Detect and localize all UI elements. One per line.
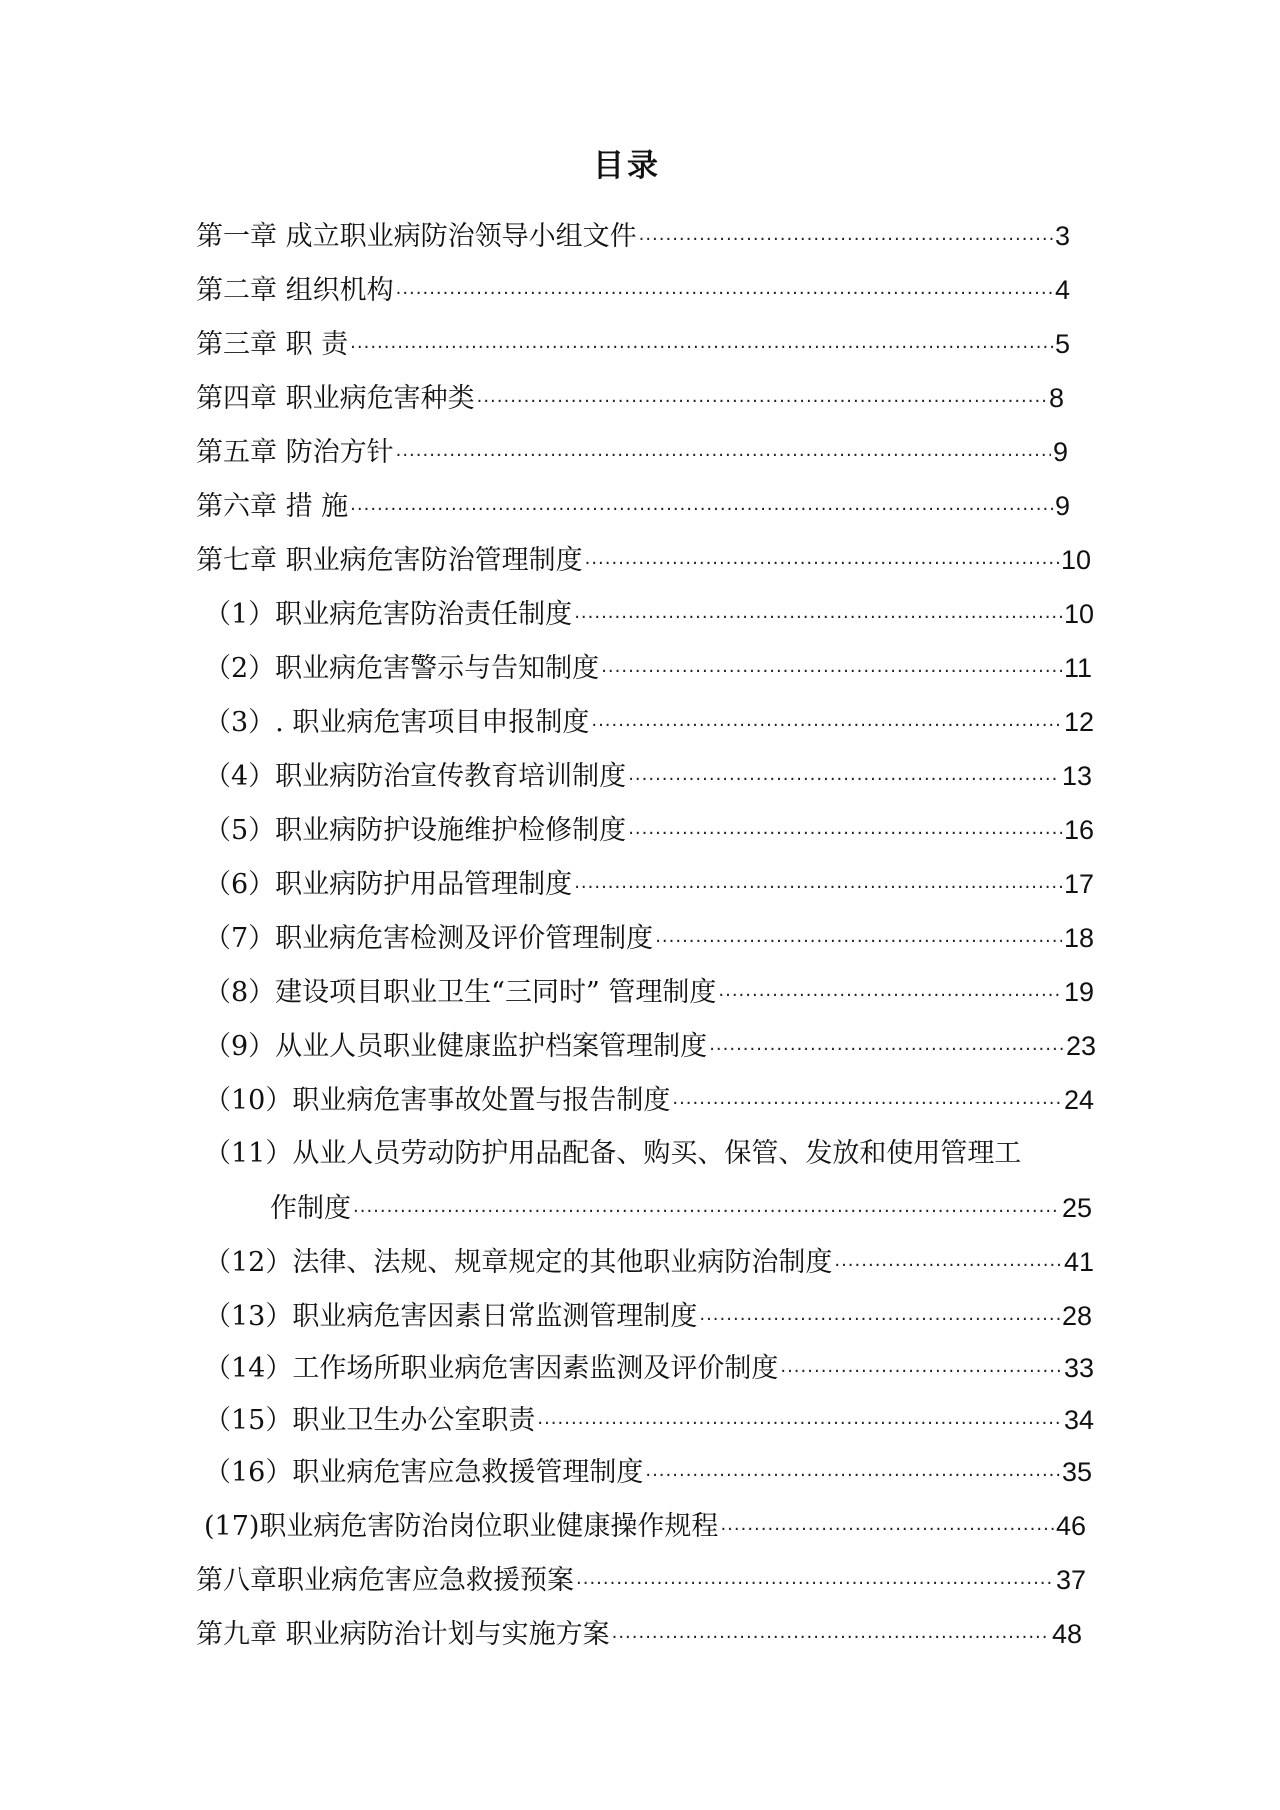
toc-entry bbox=[204, 1082, 1094, 1122]
toc-entry-label: 第四章 职业病危害种类 bbox=[196, 383, 475, 414]
toc-entry-label: （10）职业病危害事故处置与报告制度 bbox=[204, 1085, 671, 1116]
toc-entry-label: （14）工作场所职业病危害因素监测及评价制度 bbox=[204, 1353, 779, 1384]
dot-leader bbox=[396, 276, 1053, 312]
dot-leader bbox=[718, 978, 1062, 1014]
toc-entry-label: （4）职业病防治宣传教育培训制度 bbox=[204, 761, 627, 792]
toc-entry-label: 第八章职业病危害应急救援预案 bbox=[196, 1565, 574, 1596]
dot-leader bbox=[639, 222, 1053, 258]
toc-entry bbox=[204, 1508, 1086, 1548]
toc-entry bbox=[204, 1298, 1092, 1338]
dot-leader bbox=[350, 492, 1053, 528]
dot-leader bbox=[699, 1302, 1060, 1338]
toc-entry-page: 34 bbox=[1063, 1405, 1094, 1435]
toc-entry-wrapped-line: （11）从业人员劳动防护用品配备、购买、保管、发放和使用管理工 bbox=[204, 1138, 1022, 1169]
toc-entry-label: （15）职业卫生办公室职责 bbox=[204, 1405, 536, 1436]
toc-entry-page: 24 bbox=[1063, 1085, 1094, 1115]
toc-entry bbox=[204, 1402, 1094, 1442]
toc-entry-page: 17 bbox=[1063, 869, 1094, 899]
dot-leader bbox=[672, 1086, 1062, 1122]
toc-entry bbox=[196, 1562, 1086, 1602]
toc-entry-page: 33 bbox=[1063, 1353, 1094, 1383]
toc-entry bbox=[204, 974, 1094, 1014]
dot-leader bbox=[628, 816, 1062, 852]
toc-entry-label: （5）职业病防护设施维护检修制度 bbox=[204, 815, 627, 846]
toc-entry bbox=[204, 596, 1094, 636]
toc-entry-page: 11 bbox=[1063, 653, 1092, 683]
dot-leader bbox=[655, 924, 1062, 960]
toc-entry-page: 37 bbox=[1055, 1565, 1086, 1595]
dot-leader bbox=[591, 708, 1062, 744]
toc-entry-label: （13）职业病危害因素日常监测管理制度 bbox=[204, 1301, 698, 1332]
dot-leader bbox=[645, 1458, 1060, 1494]
dot-leader bbox=[628, 762, 1060, 798]
toc-entry-page: 4 bbox=[1054, 275, 1070, 305]
toc-entry-page: 12 bbox=[1063, 707, 1094, 737]
toc-entry-label: 第九章 职业病防治计划与实施方案 bbox=[196, 1619, 610, 1650]
toc-entry-label: （8）建设项目职业卫生“三同时” 管理制度 bbox=[204, 977, 717, 1008]
toc-entry-page: 10 bbox=[1060, 545, 1091, 575]
toc-entry-label: 第三章 职 责 bbox=[196, 329, 349, 360]
toc-entry-page: 8 bbox=[1048, 383, 1064, 413]
toc-entry bbox=[196, 218, 1070, 258]
toc-entry-page: 46 bbox=[1055, 1511, 1086, 1541]
toc-entry-page: 28 bbox=[1061, 1301, 1092, 1331]
page-title: 目录 bbox=[593, 148, 661, 184]
toc-entry bbox=[196, 1616, 1082, 1656]
toc-entry-label: 第二章 组织机构 bbox=[196, 275, 394, 306]
toc-entry-page: 23 bbox=[1065, 1031, 1096, 1061]
toc-entry bbox=[196, 326, 1070, 366]
toc-entry bbox=[196, 542, 1091, 582]
toc-entry-label: （12）法律、法规、规章规定的其他职业病防治制度 bbox=[204, 1247, 833, 1278]
dot-leader bbox=[709, 1032, 1064, 1068]
toc-entry-page: 13 bbox=[1061, 761, 1092, 791]
toc-entry-page: 35 bbox=[1061, 1457, 1092, 1487]
toc-entry bbox=[196, 488, 1070, 528]
toc-entry bbox=[204, 650, 1092, 690]
toc-entry bbox=[204, 1028, 1096, 1068]
toc-entry-label: （6）职业病防护用品管理制度 bbox=[204, 869, 573, 900]
dot-leader bbox=[574, 870, 1062, 906]
toc-entry bbox=[204, 812, 1094, 852]
toc-entry-label: （7）职业病危害检测及评价管理制度 bbox=[204, 923, 654, 954]
toc-entry bbox=[204, 758, 1092, 798]
toc-entry-label: （16）职业病危害应急救援管理制度 bbox=[204, 1457, 644, 1488]
dot-leader bbox=[477, 384, 1047, 420]
dot-leader bbox=[601, 654, 1062, 690]
dot-leader bbox=[780, 1354, 1062, 1390]
toc-entry bbox=[204, 866, 1094, 906]
toc-entry bbox=[196, 380, 1064, 420]
toc-entry bbox=[204, 1454, 1092, 1494]
toc-entry-page: 48 bbox=[1051, 1619, 1082, 1649]
dot-leader bbox=[612, 1620, 1050, 1656]
toc-entry-label: (17)职业病危害防治岗位职业健康操作规程 bbox=[204, 1511, 719, 1542]
toc-entry-page: 41 bbox=[1063, 1247, 1094, 1277]
dot-leader bbox=[574, 600, 1062, 636]
toc-entry-page: 19 bbox=[1063, 977, 1094, 1007]
dot-leader bbox=[576, 1566, 1054, 1602]
toc-entry bbox=[270, 1190, 1092, 1230]
toc-entry-page: 9 bbox=[1052, 437, 1068, 467]
toc-entry-label: 第一章 成立职业病防治领导小组文件 bbox=[196, 221, 637, 252]
toc-entry bbox=[196, 434, 1068, 474]
toc-entry-page: 3 bbox=[1054, 221, 1070, 251]
dot-leader bbox=[720, 1512, 1054, 1548]
toc-entry-page: 25 bbox=[1061, 1193, 1092, 1223]
dot-leader bbox=[834, 1248, 1062, 1284]
dot-leader bbox=[585, 546, 1059, 582]
toc-entry-label: 第六章 措 施 bbox=[196, 491, 349, 522]
toc-entry-page: 5 bbox=[1054, 329, 1070, 359]
toc-entry-label: 第七章 职业病危害防治管理制度 bbox=[196, 545, 583, 576]
dot-leader bbox=[537, 1406, 1062, 1442]
toc-entry-page: 18 bbox=[1063, 923, 1094, 953]
toc-entry-label: （3）. 职业病危害项目申报制度 bbox=[204, 707, 590, 738]
dot-leader bbox=[396, 438, 1051, 474]
dot-leader bbox=[353, 1194, 1060, 1230]
toc-entry-page: 10 bbox=[1063, 599, 1094, 629]
toc-entry-label: 第五章 防治方针 bbox=[196, 437, 394, 468]
dot-leader bbox=[350, 330, 1053, 366]
toc-entry bbox=[196, 272, 1070, 312]
toc-entry bbox=[204, 704, 1094, 744]
toc-entry bbox=[204, 1350, 1094, 1390]
toc-entry-page: 9 bbox=[1054, 491, 1070, 521]
toc-entry-label: 作制度 bbox=[270, 1193, 351, 1224]
toc-entry-page: 16 bbox=[1063, 815, 1094, 845]
toc-entry-label: （2）职业病危害警示与告知制度 bbox=[204, 653, 600, 684]
toc-entry-label: （1）职业病危害防治责任制度 bbox=[204, 599, 573, 630]
toc-entry bbox=[204, 1244, 1094, 1284]
toc-entry bbox=[204, 920, 1094, 960]
toc-entry-label: （9）从业人员职业健康监护档案管理制度 bbox=[204, 1031, 708, 1062]
